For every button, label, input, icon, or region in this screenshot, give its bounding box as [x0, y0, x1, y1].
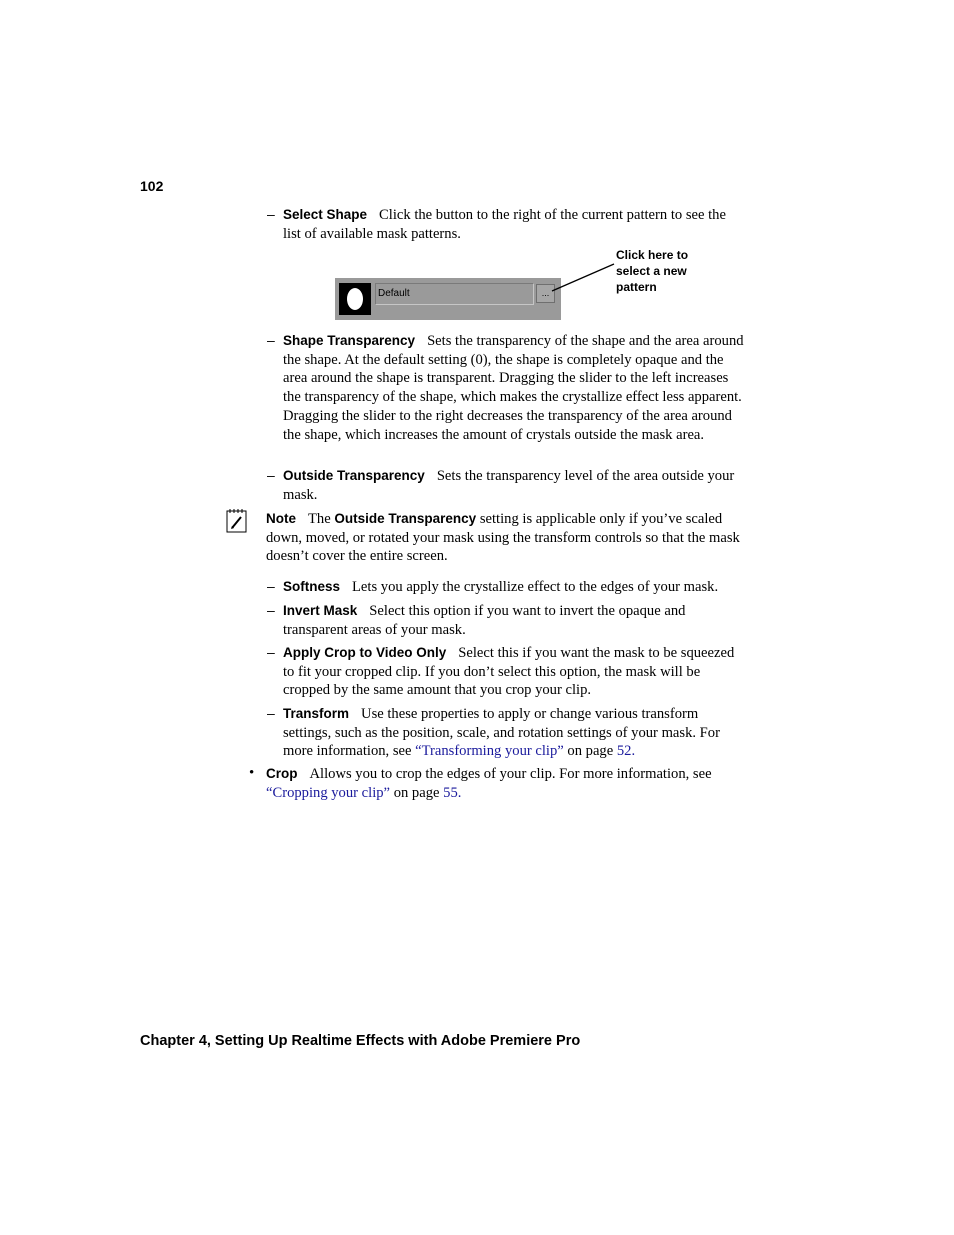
softness-term: Softness [283, 579, 341, 594]
transforming-clip-link[interactable]: “Transforming your clip” [415, 743, 564, 760]
softness-item [283, 578, 753, 597]
select-shape-panel [335, 278, 561, 320]
note-text-before: The [308, 511, 331, 527]
callout-line [548, 262, 618, 294]
select-shape-term: Select Shape [283, 207, 368, 222]
cropping-clip-link[interactable]: “Cropping your clip” [266, 784, 391, 801]
callout-line-3: pattern [616, 279, 657, 294]
dash-marker: – [267, 705, 275, 721]
crop-term: Crop [266, 766, 298, 781]
transform-item [283, 705, 745, 761]
invert-mask-item [283, 602, 745, 639]
note-emphasis: Outside Transparency [334, 511, 477, 526]
shape-transparency-term: Shape Transparency [283, 333, 416, 348]
dash-marker: – [267, 206, 275, 222]
dash-marker: – [267, 602, 275, 618]
page-number: 102 [140, 178, 164, 194]
crop-on-page: on page [393, 784, 440, 801]
note-pencil-icon [226, 508, 248, 533]
mask-pattern-thumbnail [339, 283, 371, 315]
pattern-field: Default [375, 283, 534, 305]
apply-crop-text: Select this if you want the mask to be squeezed to fit your cropped clip. If you don’t select this option, the mask will be cropped by the same amount that you crop your clip. [283, 645, 735, 699]
dash-marker: – [267, 644, 275, 660]
softness-text: Lets you apply the crystallize effect to the edges of your mask. [352, 579, 719, 595]
select-shape-text: Click the button to the right of the current pattern to see the list of available mask patterns. [283, 207, 726, 242]
invert-mask-text: Select this option if you want to invert the opaque and transparent areas of your mask. [283, 603, 686, 638]
outside-transparency-text: Sets the transparency level of the area outside your mask. [283, 468, 735, 503]
page-52-link[interactable]: 52 [616, 743, 632, 760]
crop-period: . [457, 784, 462, 801]
dash-marker: – [267, 578, 275, 594]
apply-crop-item [283, 644, 745, 700]
crop-text: Allows you to crop the edges of your clip. For more information, see [309, 766, 712, 782]
invert-mask-term: Invert Mask [283, 603, 358, 618]
transform-text: Use these properties to apply or change various transform settings, such as the position, scale, and rotation settings of your mask. For more information, see [283, 706, 720, 760]
note-block [266, 510, 745, 566]
select-shape-item [283, 206, 745, 243]
chapter-footer: Chapter 4, Setting Up Realtime Effects with Adobe Premiere Pro [140, 1033, 581, 1049]
page-55-link[interactable]: 55 [443, 784, 458, 801]
note-label: Note [266, 511, 296, 526]
dash-marker: – [267, 467, 275, 483]
dash-marker: – [267, 332, 275, 348]
shape-transparency-item [283, 332, 745, 444]
oval-shape-icon [347, 288, 363, 310]
apply-crop-term: Apply Crop to Video Only [283, 645, 447, 660]
crop-item [266, 765, 745, 802]
callout-line-1: Click here to [616, 248, 689, 262]
shape-transparency-text: Sets the transparency of the shape and the area around the shape. At the default setting (0), the shape is completely opaque and the area around the shape is transparent. Dragging the slider to the left increases the transparency of the shape, which makes the crystallize effect less apparent. Dragging the slider to the right decreases the transparency of the area around the shape, which increases the amount of crystals outside the mask area. [283, 333, 744, 443]
note-text-after: setting is applicable only if you’ve scaled down, moved, or rotated your mask using the transform controls so that the mask doesn’t cover the entire screen. [266, 511, 740, 565]
callout-text [616, 248, 688, 295]
select-pattern-button[interactable]: ... [536, 284, 555, 303]
transform-term: Transform [283, 706, 350, 721]
outside-transparency-item [283, 467, 745, 504]
bullet-marker: • [249, 765, 255, 781]
transform-period: . [631, 743, 636, 760]
outside-transparency-term: Outside Transparency [283, 468, 425, 483]
callout-line-2: select a new [616, 263, 687, 278]
transform-on-page: on page [567, 743, 614, 760]
